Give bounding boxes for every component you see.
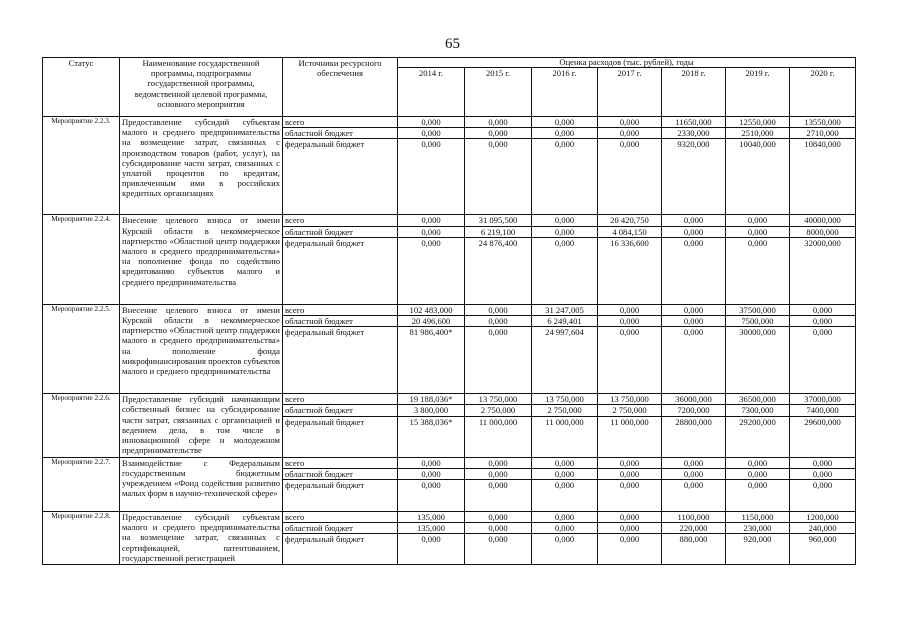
value-cell: 240,000 <box>790 523 856 534</box>
value-cell: 1100,000 <box>662 512 726 523</box>
value-cell: 0,000 <box>790 480 856 512</box>
measure-name-cell: Внесение целевого взноса от имени Курской области в некоммерческое партнерство «Областной центр поддержки малого и среднего предпринимательства» на пополнение фонда микрофинансирования проектов субъектов малого и среднего предпринимательства <box>120 304 283 393</box>
value-cell: 2 750,000 <box>532 405 598 416</box>
header-year: 2019 г. <box>726 68 790 117</box>
value-cell: 0,000 <box>398 468 465 479</box>
value-cell: 4 084,150 <box>598 226 662 237</box>
measure-name-cell: Предоставление субсидий субъектам малого и среднего предпринимательства на возмещение затрат, связанных с производством товаров (работ, услуг), на субсидирование части затрат, связанных с уплатой процентов по кредитам, привлеченным ими в российских кредитных организациях <box>120 117 283 215</box>
table-header <box>43 58 856 117</box>
value-cell: 6 249,401 <box>532 316 598 327</box>
value-cell: 28800,000 <box>662 416 726 457</box>
value-cell: 8000,000 <box>790 226 856 237</box>
value-cell: 920,000 <box>726 534 790 565</box>
value-cell: 2330,000 <box>662 128 726 139</box>
value-cell: 0,000 <box>398 457 465 468</box>
value-cell: 0,000 <box>662 480 726 512</box>
value-cell: 2 750,000 <box>598 405 662 416</box>
value-cell: 0,000 <box>662 215 726 226</box>
header-year: 2017 г. <box>598 68 662 117</box>
value-cell: 0,000 <box>398 480 465 512</box>
status-cell: Мероприятие 2.2.7. <box>43 457 120 511</box>
value-cell: 19 188,036* <box>398 394 465 405</box>
source-cell: областной бюджет <box>283 468 398 479</box>
value-cell: 0,000 <box>532 457 598 468</box>
value-cell: 31 247,005 <box>532 304 598 315</box>
value-cell: 30000,000 <box>726 327 790 394</box>
source-cell: областной бюджет <box>283 226 398 237</box>
value-cell: 0,000 <box>532 128 598 139</box>
value-cell: 0,000 <box>465 480 532 512</box>
value-cell: 0,000 <box>398 139 465 215</box>
value-cell: 0,000 <box>465 316 532 327</box>
value-cell: 2710,000 <box>790 128 856 139</box>
value-cell: 220,000 <box>662 523 726 534</box>
measure-name-cell: Предоставление субсидий начинающим собственный бизнес на субсидирование части затрат, связанных с организацией и ведением дела, в том числе в инновационной сфере и молодежном предпринимательстве <box>120 394 283 457</box>
value-cell: 0,000 <box>532 534 598 565</box>
value-cell: 0,000 <box>598 512 662 523</box>
value-cell: 11 000,000 <box>465 416 532 457</box>
value-cell: 0,000 <box>398 215 465 226</box>
page-number: 65 <box>445 36 460 52</box>
value-cell: 9320,000 <box>662 139 726 215</box>
value-cell: 0,000 <box>598 128 662 139</box>
value-cell: 135,000 <box>398 512 465 523</box>
budget-table <box>42 57 856 565</box>
source-cell: всего <box>283 394 398 405</box>
status-cell: Мероприятие 2.2.4. <box>43 215 120 304</box>
value-cell: 0,000 <box>598 139 662 215</box>
value-cell: 6 219,100 <box>465 226 532 237</box>
header-year: 2015 г. <box>465 68 532 117</box>
header-year: 2014 г. <box>398 68 465 117</box>
value-cell: 0,000 <box>662 468 726 479</box>
value-cell: 0,000 <box>398 226 465 237</box>
value-cell: 29600,000 <box>790 416 856 457</box>
value-cell: 0,000 <box>465 327 532 394</box>
value-cell: 880,000 <box>662 534 726 565</box>
value-cell: 36500,000 <box>726 394 790 405</box>
header-year: 2018 г. <box>662 68 726 117</box>
value-cell: 0,000 <box>398 117 465 128</box>
value-cell: 7300,000 <box>726 405 790 416</box>
value-cell: 2 750,000 <box>465 405 532 416</box>
source-cell: всего <box>283 512 398 523</box>
header-sources: Источники ресурсного обеспечения <box>283 58 398 117</box>
table-row <box>43 215 856 226</box>
source-cell: областной бюджет <box>283 523 398 534</box>
value-cell: 0,000 <box>662 327 726 394</box>
value-cell: 13 750,000 <box>532 394 598 405</box>
value-cell: 0,000 <box>726 457 790 468</box>
table-row <box>43 117 856 128</box>
value-cell: 0,000 <box>790 327 856 394</box>
value-cell: 0,000 <box>398 237 465 304</box>
value-cell: 0,000 <box>532 480 598 512</box>
header-name: Наименование государственной программы, подпрограммы государственной программы, ведомственной целевой программы, основного мероприятия <box>120 58 283 117</box>
value-cell: 0,000 <box>532 468 598 479</box>
value-cell: 0,000 <box>790 457 856 468</box>
measure-name-cell: Взаимодействие с Федеральным государственным бюджетным учреждением «Фонд содействия развитию малых форм в научно-технической сфере» <box>120 457 283 511</box>
value-cell: 0,000 <box>532 139 598 215</box>
value-cell: 0,000 <box>662 237 726 304</box>
value-cell: 3 800,000 <box>398 405 465 416</box>
value-cell: 0,000 <box>465 304 532 315</box>
status-cell: Мероприятие 2.2.3. <box>43 117 120 215</box>
value-cell: 24 997,604 <box>532 327 598 394</box>
value-cell: 0,000 <box>465 139 532 215</box>
table-row <box>43 304 856 315</box>
source-cell: федеральный бюджет <box>283 237 398 304</box>
source-cell: федеральный бюджет <box>283 327 398 394</box>
value-cell: 0,000 <box>598 523 662 534</box>
table-row <box>43 457 856 468</box>
value-cell: 0,000 <box>465 468 532 479</box>
source-cell: всего <box>283 215 398 226</box>
value-cell: 135,000 <box>398 523 465 534</box>
value-cell: 0,000 <box>465 457 532 468</box>
value-cell: 0,000 <box>398 534 465 565</box>
value-cell: 37000,000 <box>790 394 856 405</box>
value-cell: 0,000 <box>726 215 790 226</box>
value-cell: 15 388,036* <box>398 416 465 457</box>
value-cell: 20 420,750 <box>598 215 662 226</box>
value-cell: 0,000 <box>598 316 662 327</box>
value-cell: 0,000 <box>532 226 598 237</box>
header-costs: Оценка расходов (тыс. рублей), годы <box>398 58 856 68</box>
value-cell: 0,000 <box>726 226 790 237</box>
measure-name-cell: Предоставление субсидий субъектам малого и среднего предпринимательства на возмещение затрат, связанных с сертификацией, патентованием, государственной регистрацией <box>120 512 283 565</box>
source-cell: федеральный бюджет <box>283 480 398 512</box>
value-cell: 0,000 <box>465 534 532 565</box>
value-cell: 0,000 <box>532 215 598 226</box>
value-cell: 11 000,000 <box>532 416 598 457</box>
value-cell: 10040,000 <box>726 139 790 215</box>
value-cell: 81 986,400* <box>398 327 465 394</box>
value-cell: 29200,000 <box>726 416 790 457</box>
value-cell: 13550,000 <box>790 117 856 128</box>
table-row <box>43 394 856 405</box>
value-cell: 16 336,600 <box>598 237 662 304</box>
status-cell: Мероприятие 2.2.5. <box>43 304 120 393</box>
value-cell: 0,000 <box>598 304 662 315</box>
source-cell: федеральный бюджет <box>283 139 398 215</box>
status-cell: Мероприятие 2.2.8. <box>43 512 120 565</box>
value-cell: 0,000 <box>662 316 726 327</box>
table-row <box>43 512 856 523</box>
value-cell: 20 496,600 <box>398 316 465 327</box>
value-cell: 10840,000 <box>790 139 856 215</box>
value-cell: 11650,000 <box>662 117 726 128</box>
value-cell: 0,000 <box>598 327 662 394</box>
value-cell: 0,000 <box>532 512 598 523</box>
header-status: Статус <box>43 58 120 117</box>
value-cell: 0,000 <box>662 304 726 315</box>
value-cell: 0,000 <box>532 523 598 534</box>
source-cell: областной бюджет <box>283 128 398 139</box>
value-cell: 37500,000 <box>726 304 790 315</box>
value-cell: 31 095,500 <box>465 215 532 226</box>
value-cell: 0,000 <box>726 468 790 479</box>
value-cell: 36000,000 <box>662 394 726 405</box>
value-cell: 0,000 <box>726 237 790 304</box>
source-cell: всего <box>283 117 398 128</box>
value-cell: 0,000 <box>465 117 532 128</box>
value-cell: 0,000 <box>598 480 662 512</box>
table-body <box>43 117 856 565</box>
value-cell: 0,000 <box>662 226 726 237</box>
source-cell: всего <box>283 304 398 315</box>
value-cell: 24 876,400 <box>465 237 532 304</box>
value-cell: 0,000 <box>465 523 532 534</box>
source-cell: федеральный бюджет <box>283 416 398 457</box>
value-cell: 7400,000 <box>790 405 856 416</box>
value-cell: 7200,000 <box>662 405 726 416</box>
value-cell: 0,000 <box>790 316 856 327</box>
value-cell: 0,000 <box>598 534 662 565</box>
value-cell: 13 750,000 <box>465 394 532 405</box>
header-year: 2020 г. <box>790 68 856 117</box>
source-cell: всего <box>283 457 398 468</box>
value-cell: 0,000 <box>790 468 856 479</box>
value-cell: 0,000 <box>465 512 532 523</box>
measure-name-cell: Внесение целевого взноса от имени Курской области в некоммерческое партнерство «Областной центр поддержки малого и среднего предпринимательства» на пополнение фонда по содействию кредитованию субъектов малого и среднего предпринимательства <box>120 215 283 304</box>
value-cell: 0,000 <box>532 117 598 128</box>
value-cell: 0,000 <box>790 304 856 315</box>
source-cell: федеральный бюджет <box>283 534 398 565</box>
source-cell: областной бюджет <box>283 316 398 327</box>
value-cell: 7500,000 <box>726 316 790 327</box>
value-cell: 0,000 <box>662 457 726 468</box>
value-cell: 32000,000 <box>790 237 856 304</box>
header-year: 2016 г. <box>532 68 598 117</box>
value-cell: 11 000,000 <box>598 416 662 457</box>
value-cell: 0,000 <box>598 117 662 128</box>
value-cell: 1200,000 <box>790 512 856 523</box>
value-cell: 0,000 <box>465 128 532 139</box>
value-cell: 1150,000 <box>726 512 790 523</box>
value-cell: 960,000 <box>790 534 856 565</box>
value-cell: 40000,000 <box>790 215 856 226</box>
value-cell: 0,000 <box>398 128 465 139</box>
value-cell: 0,000 <box>598 468 662 479</box>
value-cell: 13 750,000 <box>598 394 662 405</box>
value-cell: 102 483,000 <box>398 304 465 315</box>
value-cell: 0,000 <box>532 237 598 304</box>
value-cell: 230,000 <box>726 523 790 534</box>
value-cell: 2510,000 <box>726 128 790 139</box>
status-cell: Мероприятие 2.2.6. <box>43 394 120 457</box>
value-cell: 12550,000 <box>726 117 790 128</box>
value-cell: 0,000 <box>726 480 790 512</box>
value-cell: 0,000 <box>598 457 662 468</box>
source-cell: областной бюджет <box>283 405 398 416</box>
